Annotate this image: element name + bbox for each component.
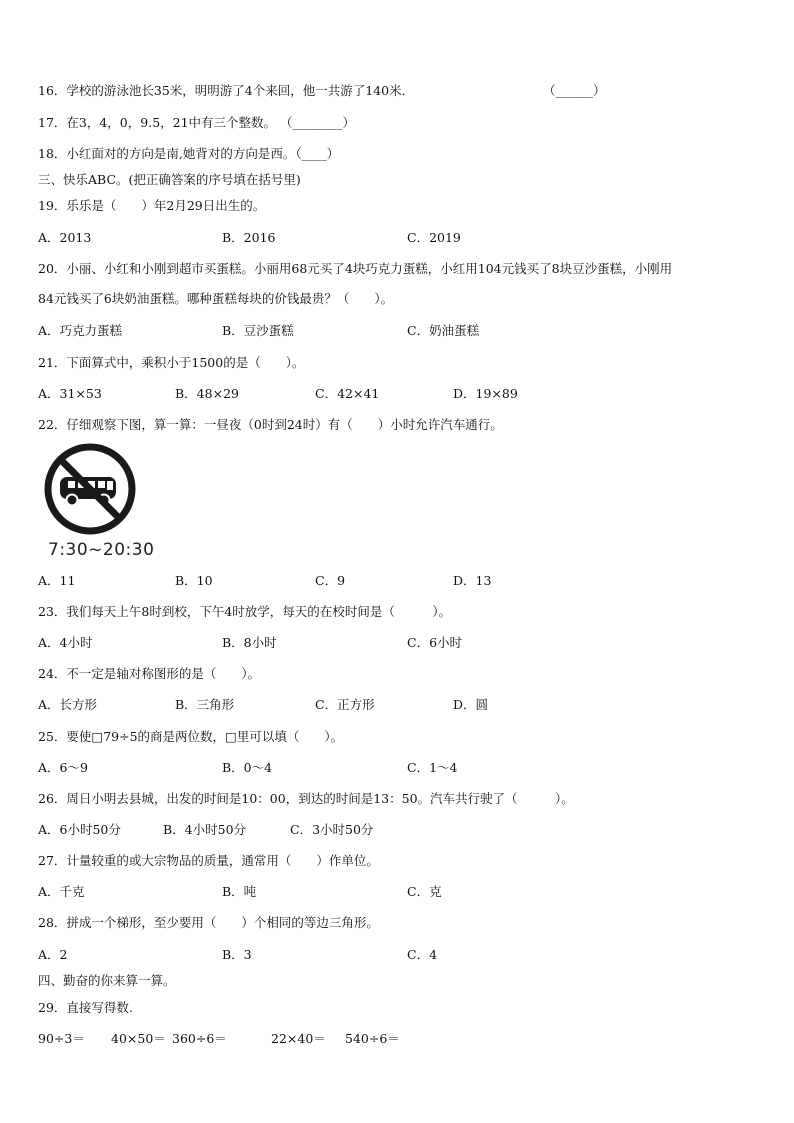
q27-option-c[interactable]: C．克 [407,884,442,899]
q21-option-c[interactable]: C．42×41 [315,386,380,401]
q22-option-a[interactable]: A．11 [38,573,76,588]
section-3-title: 三、快乐ABC。(把正确答案的序号填在括号里) [38,172,301,187]
q20-option-b[interactable]: B．豆沙蛋糕 [222,323,294,338]
q26-option-b[interactable]: B．4小时50分 [163,822,247,837]
q28-option-b[interactable]: B．3 [222,947,252,962]
question-24: 24．不一定是轴对称图形的是（ ）。 [38,666,261,681]
question-16 [38,83,414,99]
q26-option-c[interactable]: C．3小时50分 [290,822,374,837]
equation-1[interactable]: 90÷3＝ [38,1031,85,1046]
q27-option-a[interactable]: A．千克 [38,884,85,899]
question-16-text: 16．学校的游泳池长35米，明明游了4个来回，他一共游了140米． [38,83,415,98]
equation-3[interactable]: 360÷6＝ [172,1031,227,1046]
question-17-answer-blank[interactable]: （________） [280,115,356,130]
q24-option-b[interactable]: B．三角形 [175,697,235,712]
q25-option-c[interactable]: C．1～4 [407,760,458,775]
q26-option-a[interactable]: A．6小时50分 [38,822,121,837]
q24-option-a[interactable]: A．长方形 [38,697,98,712]
q20-option-a[interactable]: A．巧克力蛋糕 [38,323,123,338]
q25-option-b[interactable]: B．0～4 [222,760,273,775]
sign-caption: 7:30~20:30 [48,540,155,560]
q28-option-c[interactable]: C．4 [407,947,438,962]
q22-option-d[interactable]: D．13 [453,573,492,588]
question-20-line-1: 20．小丽、小红和小刚到超市买蛋糕。小丽用68元买了4块巧克力蛋糕，小红用104元钱买了8块豆沙蛋糕，小刚用 [38,261,673,276]
question-25: 25．要使□79÷5的商是两位数，□里可以填（ ）。 [38,729,344,744]
no-bus-sign-figure [44,440,154,565]
equation-4[interactable]: 22×40＝ [271,1031,326,1046]
q24-option-d[interactable]: D．圆 [453,697,489,712]
q28-option-a[interactable]: A．2 [38,947,68,962]
q19-option-c[interactable]: C．2019 [407,230,461,245]
section-4-title: 四、勤奋的你来算一算。 [38,973,176,988]
q23-option-a[interactable]: A．4小时 [38,635,93,650]
question-26: 26．周日小明去县城，出发的时间是10：00，到达的时间是13：50。汽车共行驶了（ ）。 [38,791,574,806]
question-23: 23．我们每天上午8时到校，下午4时放学，每天的在校时间是（ ）。 [38,604,452,619]
question-17 [38,115,355,131]
equation-5[interactable]: 540÷6＝ [345,1031,400,1046]
question-28: 28．拼成一个梯形，至少要用（ ）个相同的等边三角形。 [38,915,379,930]
q21-option-b[interactable]: B．48×29 [175,386,239,401]
q22-option-c[interactable]: C．9 [315,573,346,588]
equation-2[interactable]: 40×50＝ [111,1031,166,1046]
q21-option-a[interactable]: A．31×53 [38,386,102,401]
no-bus-sign-icon [44,440,144,536]
q25-option-a[interactable]: A．6～9 [38,760,88,775]
q19-option-a[interactable]: A．2013 [38,230,92,245]
question-20-line-2: 84元钱买了6块奶油蛋糕。哪种蛋糕每块的价钱最贵？（ ）。 [38,291,394,306]
q20-option-c[interactable]: C．奶油蛋糕 [407,323,480,338]
q23-option-b[interactable]: B．8小时 [222,635,277,650]
question-19: 19．乐乐是（ ）年2月29日出生的。 [38,198,266,213]
question-29: 29．直接写得数. [38,1000,133,1015]
q19-option-b[interactable]: B．2016 [222,230,276,245]
question-22: 22．仔细观察下图，算一算：一昼夜（0时到24时）有（ ）小时允许汽车通行。 [38,417,503,432]
question-18: 18．小红面对的方向是南,她背对的方向是西。（____） [38,146,340,161]
question-21: 21．下面算式中，乘积小于1500的是（ ）。 [38,355,305,370]
q23-option-c[interactable]: C．6小时 [407,635,463,650]
q27-option-b[interactable]: B．吨 [222,884,257,899]
question-27: 27．计量较重的或大宗物品的质量，通常用（ ）作单位。 [38,853,379,868]
question-17-text: 17．在3，4，0，9.5，21中有三个整数。 [38,115,277,130]
q21-option-d[interactable]: D．19×89 [453,386,518,401]
question-16-answer-blank[interactable]: （______） [543,83,606,98]
q22-option-b[interactable]: B．10 [175,573,213,588]
q24-option-c[interactable]: C．正方形 [315,697,375,712]
